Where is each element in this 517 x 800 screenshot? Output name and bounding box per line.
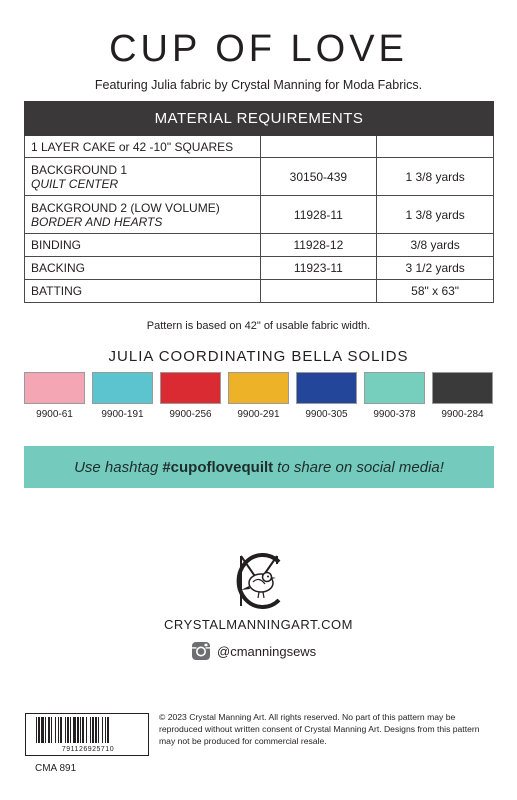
table-row xyxy=(25,136,494,158)
table-row xyxy=(25,280,494,303)
material-requirements-header: MATERIAL REQUIREMENTS xyxy=(25,102,494,136)
material-name: BATTING xyxy=(25,280,261,303)
barcode-bars xyxy=(36,717,140,743)
table-row xyxy=(25,158,494,196)
barcode-bar xyxy=(55,717,56,743)
barcode-bar xyxy=(80,717,81,743)
swatch-chip xyxy=(296,372,357,404)
swatch-code: 9900-191 xyxy=(101,409,144,420)
material-name-cell xyxy=(25,158,261,196)
swatch xyxy=(364,372,425,420)
banner-pre: Use hashtag xyxy=(74,458,159,476)
swatch-code: 9900-284 xyxy=(441,409,484,420)
barcode xyxy=(25,713,149,756)
swatch-code: 9900-378 xyxy=(373,409,416,420)
material-amount: 58" x 63" xyxy=(377,280,494,303)
table-row xyxy=(25,234,494,257)
barcode-bar xyxy=(102,717,103,743)
hashtag-text: #cupoflovequilt xyxy=(162,458,274,476)
swatch xyxy=(160,372,221,420)
barcode-bar xyxy=(36,717,37,743)
material-code: 11928-12 xyxy=(260,234,377,257)
material-code xyxy=(260,136,377,158)
solids-title: JULIA COORDINATING BELLA SOLIDS xyxy=(108,348,409,365)
swatch-chip xyxy=(160,372,221,404)
swatch xyxy=(24,372,85,420)
solids-swatches xyxy=(24,372,494,422)
hashtag-banner xyxy=(24,446,494,488)
barcode-bar xyxy=(107,717,109,743)
barcode-number: 791126925710 xyxy=(61,746,115,753)
material-code xyxy=(260,280,377,303)
material-name: BINDING xyxy=(25,234,261,257)
banner-post: to share on social media! xyxy=(277,458,444,476)
table-row xyxy=(25,196,494,234)
pattern-sku: CMA 891 xyxy=(35,763,77,774)
instagram-label: @cmanningsews xyxy=(217,643,317,659)
material-code: 11928-11 xyxy=(260,196,377,234)
swatch-chip xyxy=(228,372,289,404)
swatch-chip xyxy=(24,372,85,404)
website-link[interactable]: CRYSTALMANNINGART.COM xyxy=(164,617,353,632)
material-sub: BORDER AND HEARTS xyxy=(31,214,163,229)
material-amount xyxy=(377,136,494,158)
material-sub: QUILT CENTER xyxy=(31,176,119,191)
material-code: 11923-11 xyxy=(260,257,377,280)
copyright-notice: © 2023 Crystal Manning Art. All rights reserved. No part of this pattern may be reproduced without written consent of Crystal Manning Art. Designs from this pattern may not be produced for commercial resale. xyxy=(159,712,480,746)
pattern-subtitle: Featuring Julia fabric by Crystal Manning for Moda Fabrics. xyxy=(94,78,423,92)
barcode-bar xyxy=(92,717,94,743)
material-name: BACKGROUND 1 xyxy=(31,162,128,177)
barcode-bar xyxy=(48,717,50,743)
instagram-icon xyxy=(191,641,211,661)
swatch xyxy=(228,372,289,420)
barcode-bar xyxy=(67,717,69,743)
swatch-code: 9900-61 xyxy=(36,409,73,420)
swatch-chip xyxy=(364,372,425,404)
instagram-handle[interactable] xyxy=(191,640,316,662)
barcode-bar xyxy=(105,717,106,743)
material-amount: 3 1/2 yards xyxy=(377,257,494,280)
barcode-bar xyxy=(77,717,79,743)
barcode-bar xyxy=(65,717,66,743)
material-code: 30150-439 xyxy=(260,158,377,196)
barcode-bar xyxy=(82,717,84,743)
crystal-manning-logo-icon xyxy=(231,550,287,612)
material-requirements-table xyxy=(24,101,494,303)
barcode-bar xyxy=(86,717,87,743)
material-amount: 1 3/8 yards xyxy=(377,196,494,234)
swatch-chip xyxy=(432,372,493,404)
barcode-bar xyxy=(41,717,44,743)
fabric-width-note: Pattern is based on 42" of usable fabric width. xyxy=(146,320,371,332)
swatch-code: 9900-256 xyxy=(169,409,212,420)
barcode-bar xyxy=(38,717,40,743)
barcode-bar xyxy=(70,717,71,743)
barcode-bar xyxy=(60,717,62,743)
barcode-bar xyxy=(95,717,97,743)
swatch xyxy=(296,372,357,420)
material-amount: 1 3/8 yards xyxy=(377,158,494,196)
material-name: 1 LAYER CAKE or 42 -10" SQUARES xyxy=(25,136,261,158)
barcode-bar xyxy=(98,717,99,743)
barcode-bar xyxy=(51,717,52,743)
table-row xyxy=(25,257,494,280)
swatch-chip xyxy=(92,372,153,404)
swatch-code: 9900-291 xyxy=(237,409,280,420)
barcode-bar xyxy=(73,717,76,743)
pattern-title: CUP OF LOVE xyxy=(109,28,408,70)
material-name-cell xyxy=(25,196,261,234)
barcode-bar xyxy=(45,717,46,743)
swatch xyxy=(92,372,153,420)
material-name: BACKGROUND 2 (LOW VOLUME) xyxy=(31,200,220,215)
barcode-bar xyxy=(90,717,91,743)
barcode-bar xyxy=(58,717,59,743)
swatch xyxy=(432,372,493,420)
material-name: BACKING xyxy=(25,257,261,280)
swatch-code: 9900-305 xyxy=(305,409,348,420)
material-amount: 3/8 yards xyxy=(377,234,494,257)
